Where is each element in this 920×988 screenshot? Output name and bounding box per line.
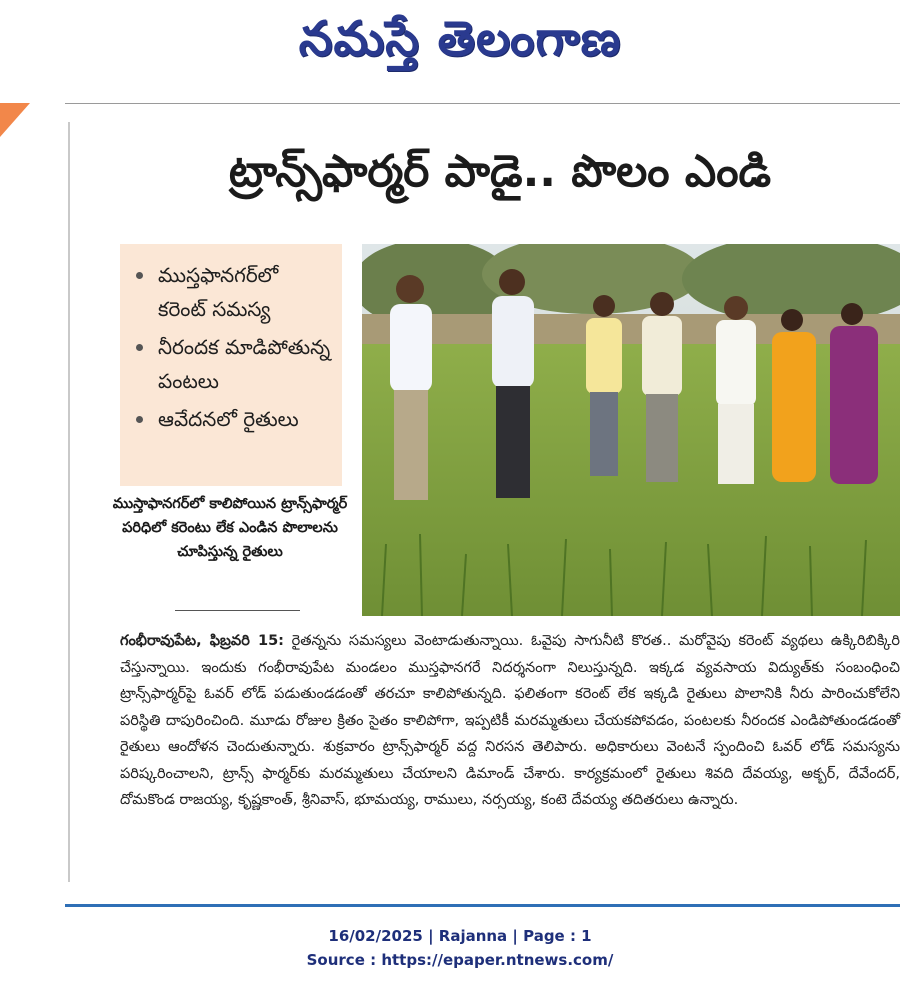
caption-underline <box>175 610 300 611</box>
bullet-icon <box>136 344 143 351</box>
article-body <box>120 628 900 814</box>
footer-edition-info: 16/02/2025 | Rajanna | Page : 1 <box>328 927 592 945</box>
highlight-item <box>130 402 332 436</box>
highlight-text: ఆవేదనలో రైతులు <box>158 407 299 431</box>
highlights-box <box>120 244 342 486</box>
highlight-text: నీరందక మాడిపోతున్న పంటలు <box>158 335 331 393</box>
corner-marker <box>0 103 30 137</box>
article-dateline: గంభీరావుపేట, ఫిబ్రవరి 15: <box>120 633 284 649</box>
farmers-photo <box>362 244 900 616</box>
article-headline: ట్రాన్స్‌ఫార్మర్‌ పాడై.. పొలం ఎండి <box>228 146 772 197</box>
highlight-item <box>130 258 332 326</box>
newspaper-masthead: నమస్తే తెలంగాణ <box>298 11 622 67</box>
footer-divider <box>65 904 900 907</box>
highlight-text: ముస్తఫానగర్‌లో కరెంట్‌ సమస్య <box>158 263 279 321</box>
article-text: రైతన్నను సమస్యలు వెంటాడుతున్నాయి. ఓవైపు సాగునీటి కొరత.. మరోవైపు కరెంట్‌ వ్యథలు ఉక్కిరిబిక్కిరి చేస్తున్నాయి. ఇందుకు గంభీరావుపేట మండలం ముస్తఫానగరే నిదర్శనంగా నిలుస్తున్నది. ఇక్కడ వ్యవసాయ విద్యుత్‌కు సంబంధించి ట్రాన్స్‌ఫార్మర్‌పై ఓవర్‌ లోడ్‌ పడుతుండడంతో తరచూ కాలిపోతున్నది. ఫలితంగా కరెంట్‌ లేక ఇక్కడి రైతులు పొలానికి నీరు పారించుకోలేని పరిస్థితి దాపురించింది. మూడు రోజుల క్రితం సైతం కాలిపోగా, ఇప్పటికీ మరమ్మతులు చేయకపోవడం, పంటలకు నీరందక ఎండిపోతుండడంతో రైతులు ఆందోళన చెందుతున్నారు. శుక్రవారం ట్రాన్స్‌ఫార్మర్‌ వద్ద నిరసన తెలిపారు. అధికారులు వెంటనే స్పందించి ఓవర్‌ లోడ్‌ సమస్యను పరిష్కరించాలని, ట్రాన్స్‌ ఫార్మర్‌కు మరమ్మతులు చేయాలని డిమాండ్‌ చేశారు. కార్యక్రమంలో రైతులు శివది దేవయ్య, అక్బర్‌, దేవేందర్‌, దోమకొండ రాజయ్య, కృష్ణకాంత్‌, శ్రీనివాస్‌, భూమయ్య, రాములు, నర్సయ్య, కంటె దేవయ్య తదితరులు ఉన్నారు. <box>120 633 900 808</box>
photo-caption: ముస్తాఫానగర్‌లో కాలిపోయిన ట్రాన్స్‌ఫార్మర్‌ పరిధిలో కరెంటు లేక ఎండిన పొలాలను చూపిస్తున్న రైతులు <box>112 496 348 560</box>
column-divider <box>68 122 70 882</box>
masthead-divider <box>65 103 900 104</box>
highlight-item <box>130 330 332 398</box>
footer-source-link[interactable]: Source : https://epaper.ntnews.com/ <box>306 951 614 969</box>
bullet-icon <box>136 272 143 279</box>
page-footer <box>0 924 920 972</box>
bullet-icon <box>136 416 143 423</box>
